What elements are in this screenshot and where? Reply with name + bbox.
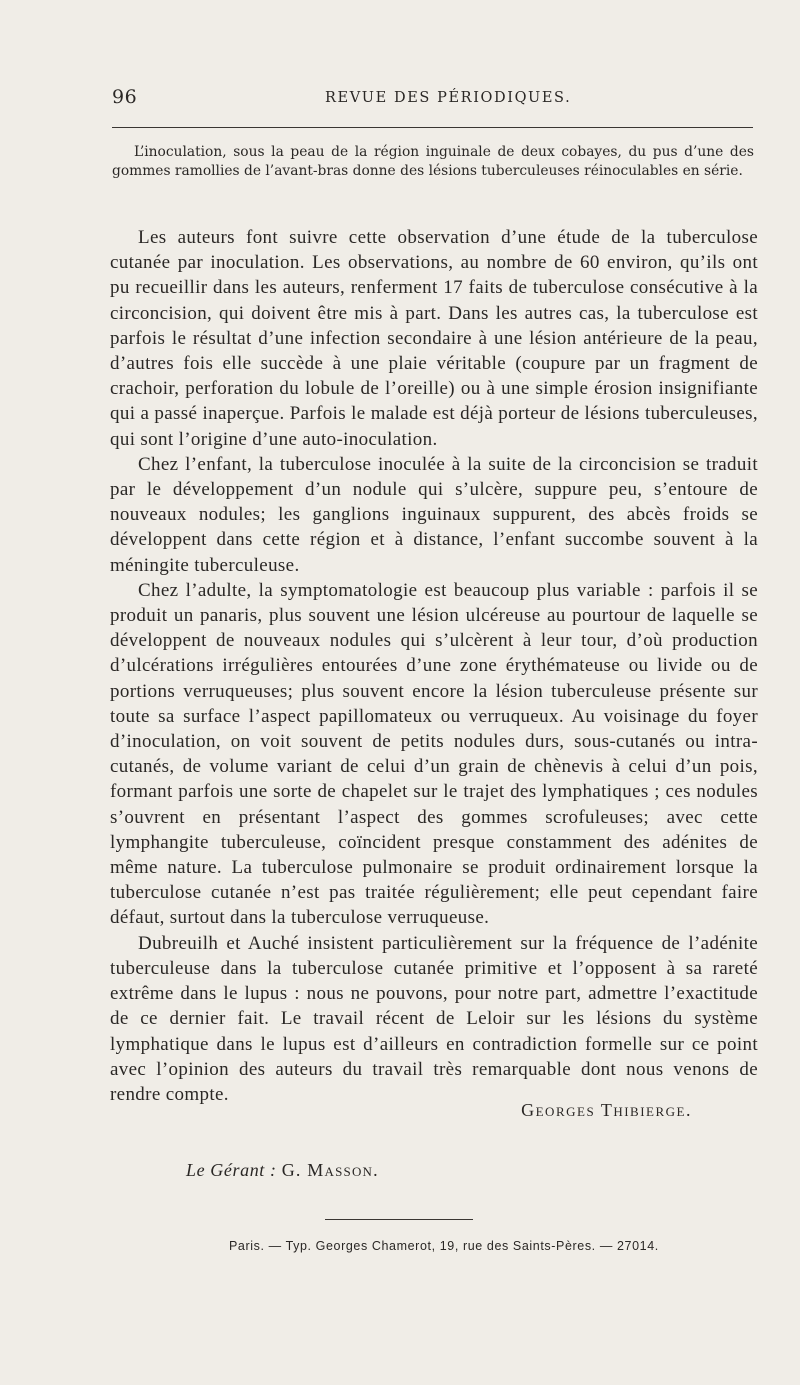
- body-paragraph-3: Chez l’adulte, la symptomatologie est beaucoup plus variable : parfois il se produit un panaris, plus souvent une lésion ulcéreuse au pourtour de laquelle se développent de nouveaux nodules qui s’ulcèrent à leur tour, d’où production d’ulcérations irrégulières entourées d’une zone érythémateuse ou livide ou de portions verruqueuses; plus souvent encore la lésion tuberculeuse présente sur toute sa surface l’aspect papillomateux ou verruqueux. Au voisinage du foyer d’inoculation, on voit souvent de petits nodules durs, sous-cutanés ou intra-cutanés, de volume variant de celui d’un grain de chènevis à celui d’un pois, formant parfois une sorte de chapelet sur le trajet des lymphatiques ; ces nodules s’ouvrent en présentant l’aspect des gommes scrofuleuses; avec cette lymphangite tuberculeuse, coïncident presque constamment des adénites de même nature. La tuberculose pulmonaire se produit ordinairement lorsque la tuberculose cutanée n’est pas traitée régulièrement; elle peut cependant faire défaut, surtout dans la tuberculose verruqueuse.: [110, 579, 758, 929]
- author-signature: Georges Thibierge.: [521, 1100, 692, 1120]
- gerant-line: [186, 1160, 379, 1181]
- body-paragraph-4: Dubreuilh et Auché insistent particulièrement sur la fréquence de l’adénite tuberculeuse dans la tuberculose cutanée primitive et l’opposent à sa rareté extrême dans le lupus : nous ne pouvons, pour notre part, admettre l’exactitude de ce dernier fait. Le travail récent de Leloir sur les lésions du système lymphatique dans le lupus est d’ailleurs en contradiction formelle sur ce point avec l’opinion des auteurs du travail très remarquable dont nous venons de rendre compte.: [110, 932, 758, 1105]
- body-paragraph-1: Les auteurs font suivre cette observation d’une étude de la tuberculose cutanée par inoculation. Les observations, au nombre de 60 environ, qu’ils ont pu recueillir dans les auteurs, renferment 17 faits de tuberculose consécutive à la circoncision, qui doivent être mis à part. Dans les autres cas, la tuberculose est parfois le résultat d’une infection secondaire à une lésion antérieure de la peau, d’autres fois elle succède à une plaie véritable (coupure par un fragment de crachoir, perforation du lobule de l’oreille) ou à une simple érosion insignifiante qui a passé inaperçue. Parfois le malade est déjà porteur de lésions tuberculeuses, qui sont l’origine d’une auto-inoculation.: [110, 227, 758, 450]
- gerant-name: G. Masson.: [281, 1160, 379, 1180]
- gerant-label: Le Gérant :: [186, 1160, 277, 1180]
- running-title: REVUE DES PÉRIODIQUES.: [325, 90, 572, 106]
- header-rule: [112, 127, 753, 128]
- imprint-rule: [325, 1219, 473, 1220]
- footnote-paragraph: L’inoculation, sous la peau de la région inguinale de deux cobayes, du pus d’une des gommes ramollies de l’avant-bras donne des lésions tuberculeuses réinoculables en série.: [112, 144, 754, 179]
- page-number: 96: [112, 86, 138, 108]
- printer-imprint: Paris. — Typ. Georges Chamerot, 19, rue des Saints-Pères. — 27014.: [229, 1239, 659, 1253]
- article-body: [110, 225, 758, 1107]
- page-header: [112, 86, 752, 114]
- body-paragraph-2: Chez l’enfant, la tuberculose inoculée à la suite de la circoncision se traduit par le développement d’un nodule qui s’ulcère, suppure peu, s’entoure de nouveaux nodules; les ganglions inguinaux suppurent, des abcès froids se développent dans cette région et à distance, l’enfant succombe souvent à la méningite tuberculeuse.: [110, 453, 758, 576]
